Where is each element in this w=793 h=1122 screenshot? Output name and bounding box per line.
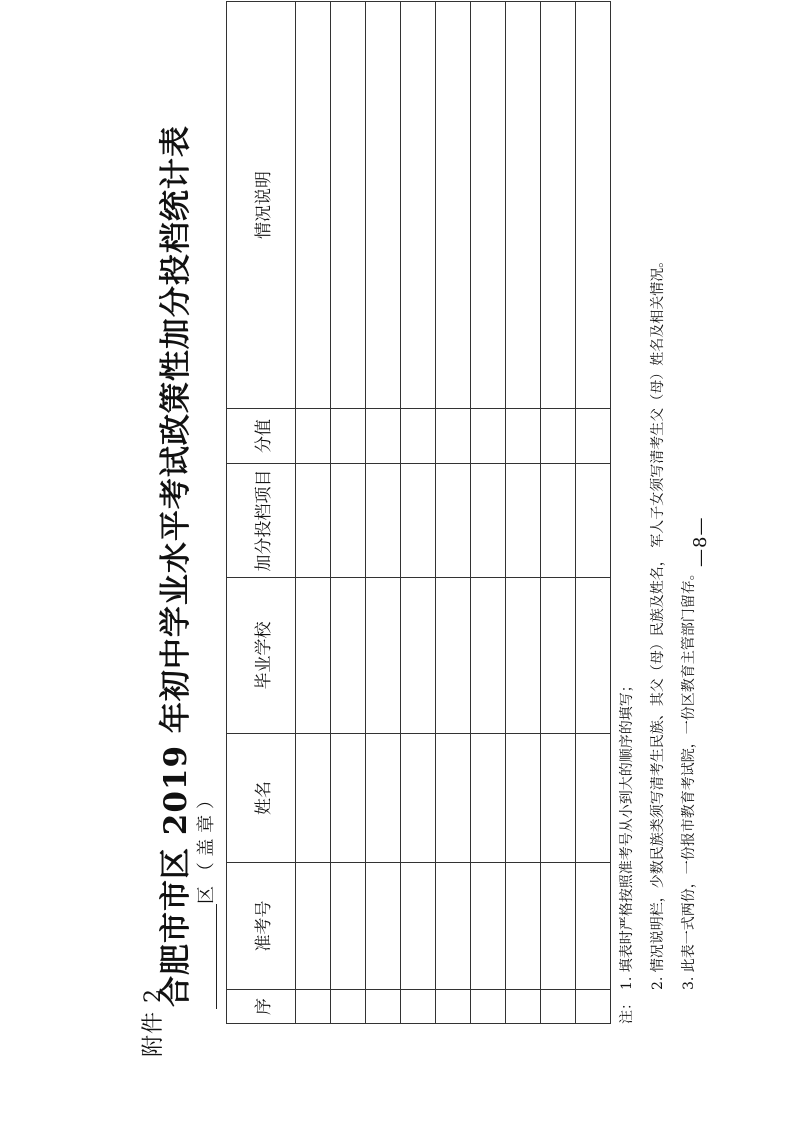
table-cell (436, 734, 471, 863)
table-cell (541, 409, 576, 464)
table-cell (541, 990, 576, 1024)
header-cell-bonus-item: 加分投档项目 (227, 464, 296, 578)
header-cell-exam-number: 准考号 (227, 863, 296, 990)
table-cell (506, 863, 541, 990)
note-line (612, 24, 643, 1024)
header-cell-points: 分值 (227, 409, 296, 464)
table-cell (541, 464, 576, 578)
table-cell (296, 990, 331, 1024)
header-cell-school: 毕业学校 (227, 578, 296, 734)
table-cell (576, 578, 611, 734)
table-cell (471, 734, 506, 863)
table-row (436, 2, 471, 1024)
table-cell (366, 2, 401, 409)
table-row (576, 2, 611, 1024)
table-cell (401, 2, 436, 409)
note-item: 3. 此表一式两份，一份报市教育考试院，一份区教育主管部门留存。 (681, 566, 697, 990)
table-cell (331, 2, 366, 409)
table-cell (331, 863, 366, 990)
table-cell (436, 863, 471, 990)
table-cell (541, 734, 576, 863)
table-cell (366, 734, 401, 863)
table-cell (576, 2, 611, 409)
table-cell (366, 990, 401, 1024)
table-cell (541, 863, 576, 990)
table-row (506, 2, 541, 1024)
table-row (296, 2, 331, 1024)
table-cell (506, 409, 541, 464)
table-cell (401, 464, 436, 578)
table-cell (366, 863, 401, 990)
table-cell (471, 464, 506, 578)
table-cell (331, 409, 366, 464)
table-row (331, 2, 366, 1024)
table-cell (331, 578, 366, 734)
table-cell (296, 863, 331, 990)
table-cell (506, 2, 541, 409)
table-cell (471, 578, 506, 734)
note-item: 1. 填表时严格按照准考号从小到大的顺序的填写； (619, 678, 635, 990)
table-cell (401, 990, 436, 1024)
district-suffix: 区 (196, 886, 217, 904)
district-label (192, 791, 218, 904)
header-cell-name: 姓名 (227, 734, 296, 863)
table-cell (436, 990, 471, 1024)
table-cell (401, 734, 436, 863)
table-cell (296, 734, 331, 863)
seal-note: （ 盖 章 ） (196, 791, 217, 881)
attachment-label: 附件 2 (141, 988, 166, 1057)
page-number: —8— (690, 516, 711, 567)
table-cell (506, 578, 541, 734)
header-cell-remarks: 情况说明 (227, 2, 296, 409)
table-cell (576, 863, 611, 990)
table-cell (436, 464, 471, 578)
table-cell (331, 734, 366, 863)
table-cell (366, 578, 401, 734)
statistics-table (226, 1, 611, 1024)
table-row (366, 2, 401, 1024)
table-cell (401, 409, 436, 464)
table-header-row (227, 2, 296, 1024)
table-row (401, 2, 436, 1024)
table-cell (541, 2, 576, 409)
table-cell (576, 464, 611, 578)
table-cell (366, 409, 401, 464)
table-cell (576, 409, 611, 464)
notes-prefix: 注： (619, 996, 635, 1024)
table-cell (331, 464, 366, 578)
table-cell (541, 578, 576, 734)
table-cell (471, 2, 506, 409)
table-cell (366, 464, 401, 578)
table-cell (471, 863, 506, 990)
table-row (471, 2, 506, 1024)
table-cell (506, 990, 541, 1024)
table-cell (576, 990, 611, 1024)
table-cell (471, 990, 506, 1024)
table-cell (436, 409, 471, 464)
note-item: 2. 情况说明栏，少数民族类须写清考生民族、其父（母）民族及姓名， 军人子女须写清考生父（母）姓名及相关情况。 (650, 253, 666, 990)
table-cell (471, 409, 506, 464)
district-blank-line (190, 904, 217, 1009)
table-cell (331, 990, 366, 1024)
page-title: 合肥市市区 2019 年初中学业水平考试政策性加分投档统计表 (158, 125, 194, 1007)
table-cell (296, 2, 331, 409)
table-cell (296, 464, 331, 578)
header-cell-index: 序 (227, 990, 296, 1024)
table-cell (436, 2, 471, 409)
table-cell (506, 734, 541, 863)
table-row (541, 2, 576, 1024)
table-cell (506, 464, 541, 578)
table-cell (576, 734, 611, 863)
table-cell (296, 578, 331, 734)
note-line (643, 24, 674, 1024)
table-cell (401, 863, 436, 990)
table-cell (436, 578, 471, 734)
table-cell (296, 409, 331, 464)
table-cell (401, 578, 436, 734)
